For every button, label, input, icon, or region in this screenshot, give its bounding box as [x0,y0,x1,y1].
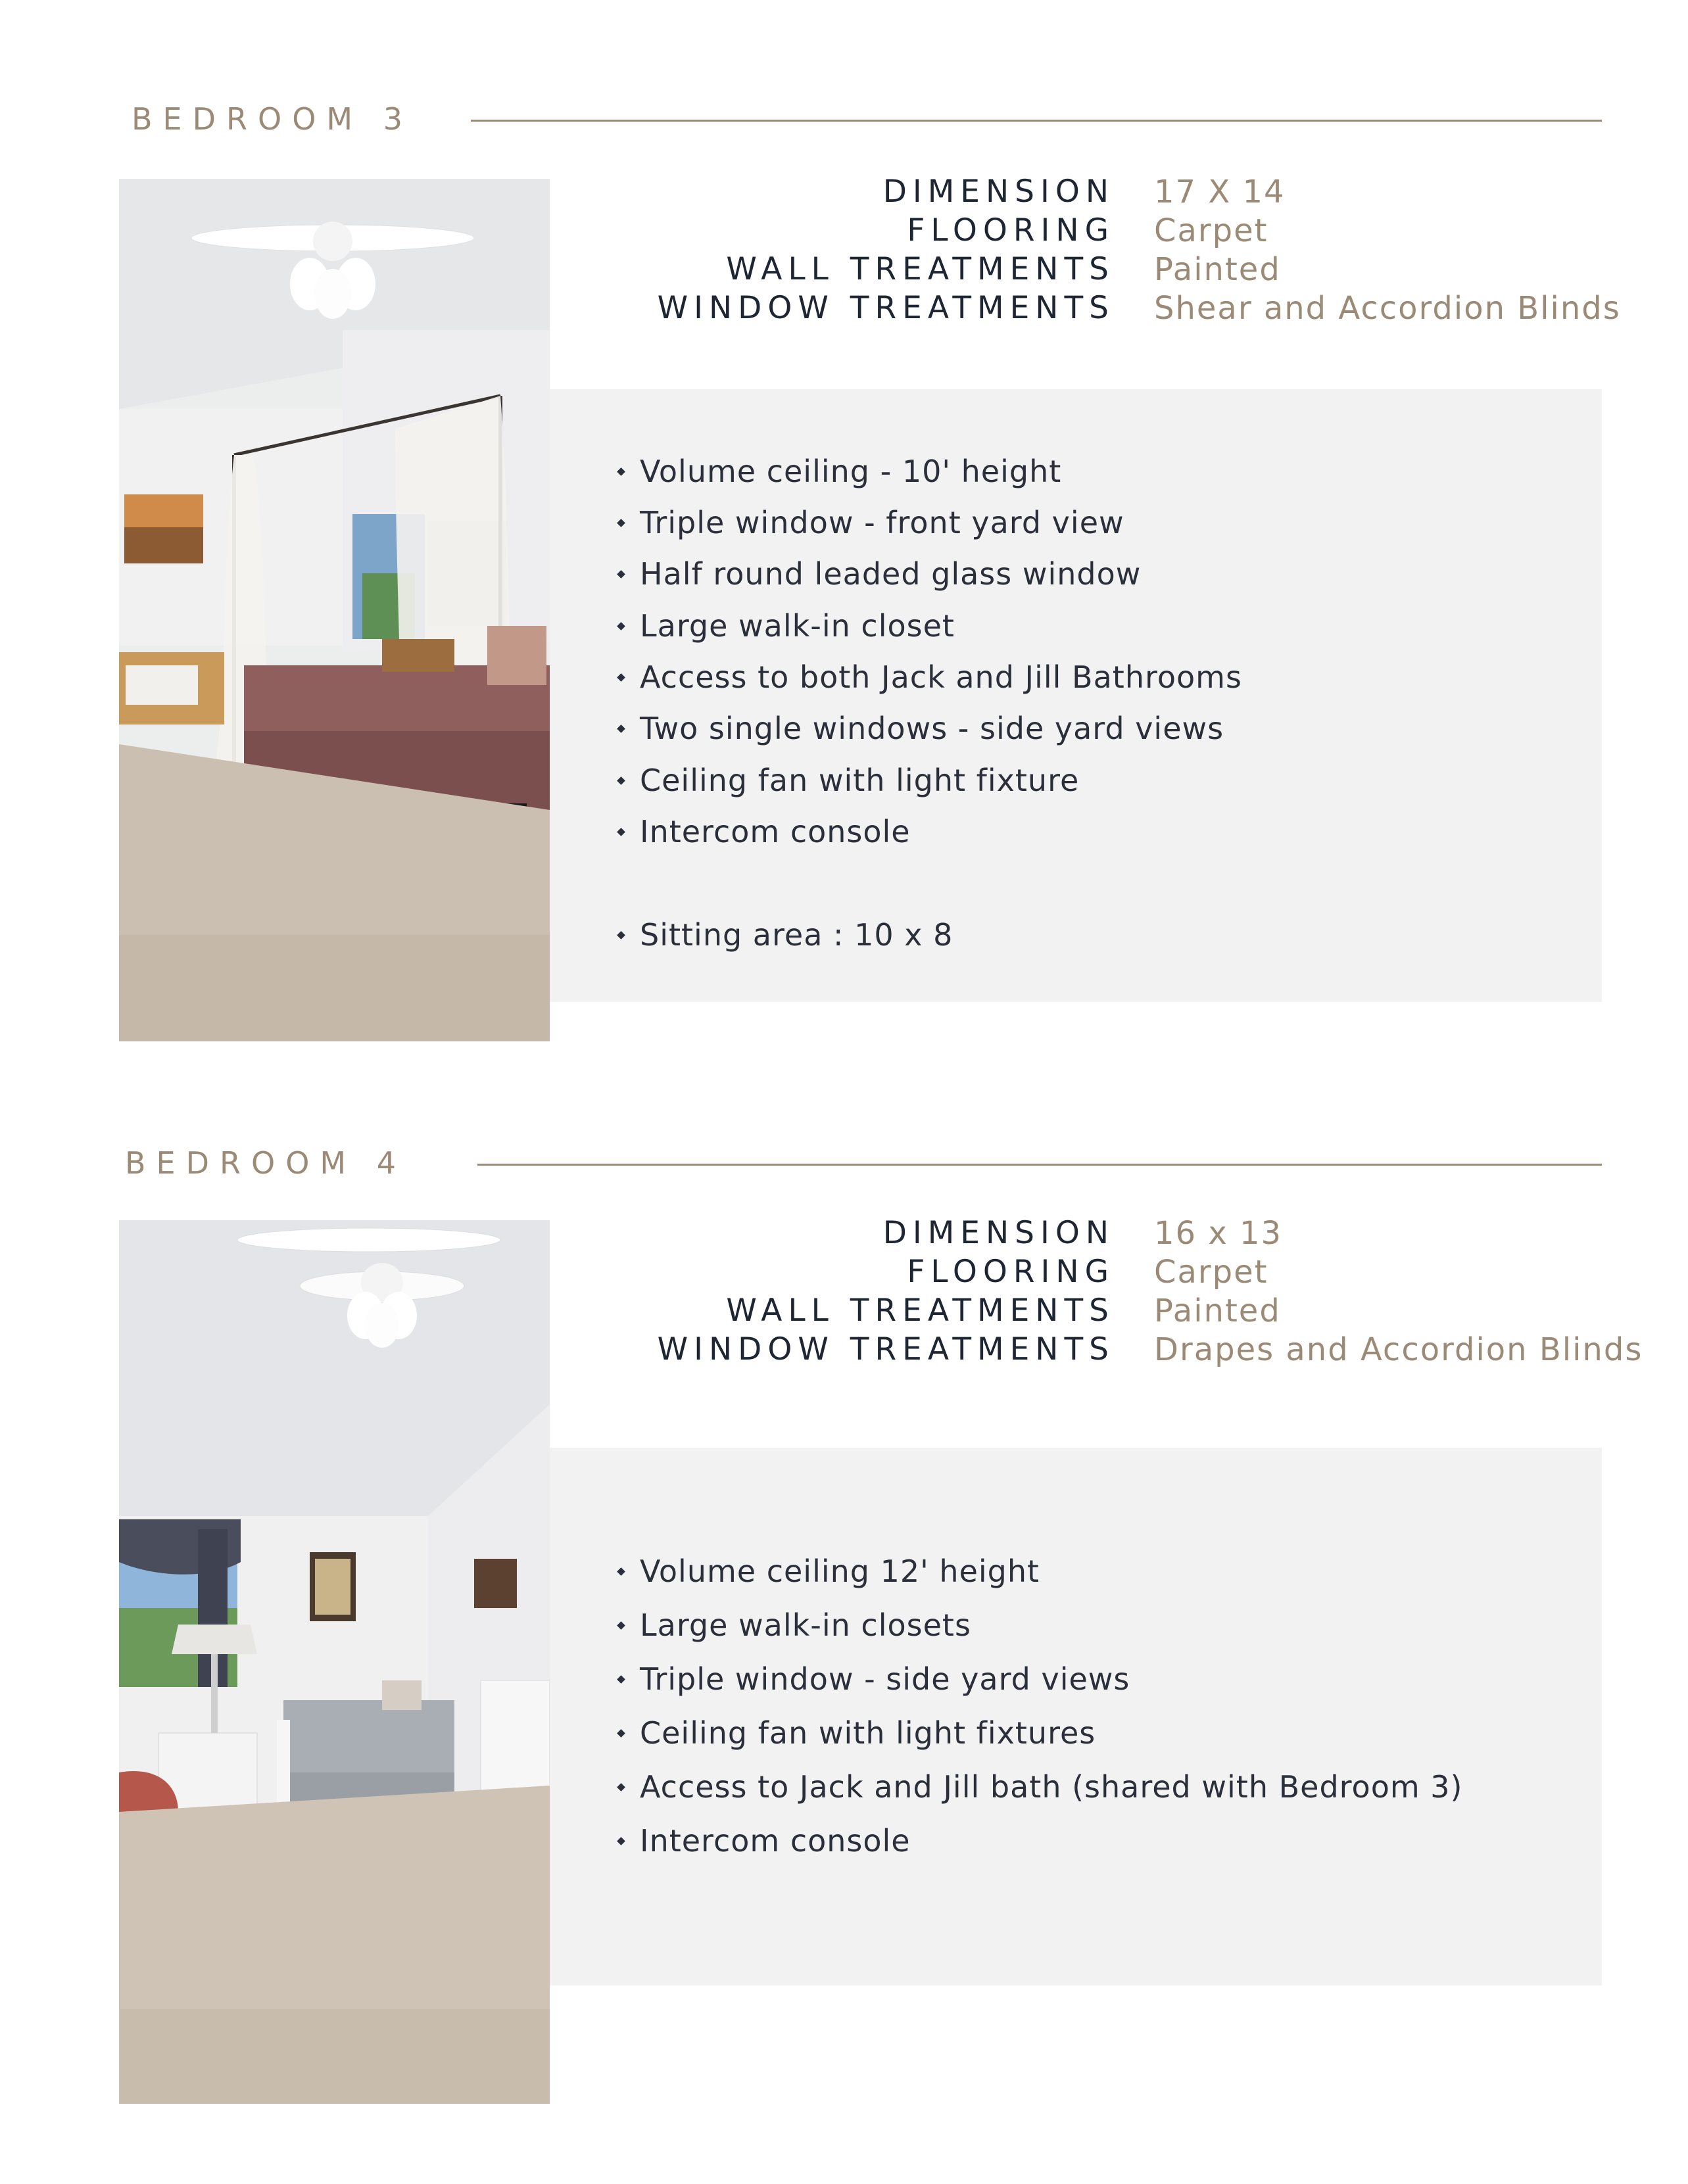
bullet-icon [617,1567,625,1576]
bedroom3-specs [0,172,1688,330]
spec-value: Shear and Accordion Blinds [1154,290,1621,327]
spec-value: Drapes and Accordion Blinds [1154,1331,1643,1368]
bedroom3-heading: BEDROOM 3 [132,101,413,137]
spec-label: FLOORING [907,1254,1115,1290]
bedroom4-heading: BEDROOM 4 [125,1145,406,1181]
bedroom4-features-panel [550,1448,1602,1985]
spec-row-wall-treatments [0,250,1688,289]
feature-text: Large walk-in closet [640,608,955,644]
spec-row-window-treatments [0,289,1688,328]
spec-row-window-treatments [0,1330,1688,1369]
spec-label: FLOORING [907,212,1115,249]
feature-text: Half round leaded glass window [640,556,1142,592]
spec-value: Carpet [1154,1254,1268,1291]
bullet-icon [617,570,625,579]
bullet-icon [617,1837,625,1845]
spec-row-dimension [0,1214,1688,1253]
feature-text: Triple window - front yard view [640,505,1124,540]
bullet-icon [617,1729,625,1738]
feature-text: Intercom console [640,814,911,849]
feature-text: Sitting area : 10 x 8 [640,917,953,953]
bullet-icon [617,828,625,836]
feature-text: Large walk-in closets [640,1607,971,1643]
spec-value: Painted [1154,251,1281,288]
feature-text: Access to Jack and Jill bath (shared with Bedroom 3) [640,1769,1463,1805]
bedroom4-specs [0,1214,1688,1371]
spec-label: WALL TREATMENTS [726,251,1115,287]
bedroom4-divider [477,1164,1602,1166]
spec-value: Painted [1154,1293,1281,1329]
bullet-icon [617,1621,625,1630]
spec-label: WINDOW TREATMENTS [657,290,1115,326]
feature-text: Ceiling fan with light fixture [640,763,1080,798]
spec-row-flooring [0,211,1688,250]
feature-text: Ceiling fan with light fixtures [640,1715,1096,1751]
feature-text: Intercom console [640,1823,911,1859]
bullet-icon [617,1783,625,1792]
spec-label: DIMENSION [882,174,1115,210]
feature-text: Triple window - side yard views [640,1661,1130,1697]
bedroom3-divider [471,120,1602,122]
bullet-icon [617,1675,625,1684]
spec-row-wall-treatments [0,1291,1688,1331]
bullet-icon [617,931,625,939]
bullet-icon [617,467,625,476]
spec-label: WINDOW TREATMENTS [657,1331,1115,1367]
bedroom3-features-panel [550,389,1602,1002]
spec-label: DIMENSION [882,1215,1115,1251]
feature-text: Volume ceiling 12' height [640,1554,1040,1589]
spec-value: Carpet [1154,212,1268,249]
bullet-icon [617,519,625,527]
bullet-icon [617,724,625,733]
bullet-icon [617,776,625,785]
bullet-icon [617,622,625,630]
feature-text: Volume ceiling - 10' height [640,454,1062,489]
spec-row-flooring [0,1252,1688,1292]
feature-text: Two single windows - side yard views [640,711,1224,746]
spec-row-dimension [0,172,1688,212]
spec-value: 17 X 14 [1154,174,1286,210]
feature-text: Access to both Jack and Jill Bathrooms [640,659,1242,695]
spec-label: WALL TREATMENTS [726,1293,1115,1329]
spec-value: 16 x 13 [1154,1215,1283,1252]
bullet-icon [617,673,625,682]
